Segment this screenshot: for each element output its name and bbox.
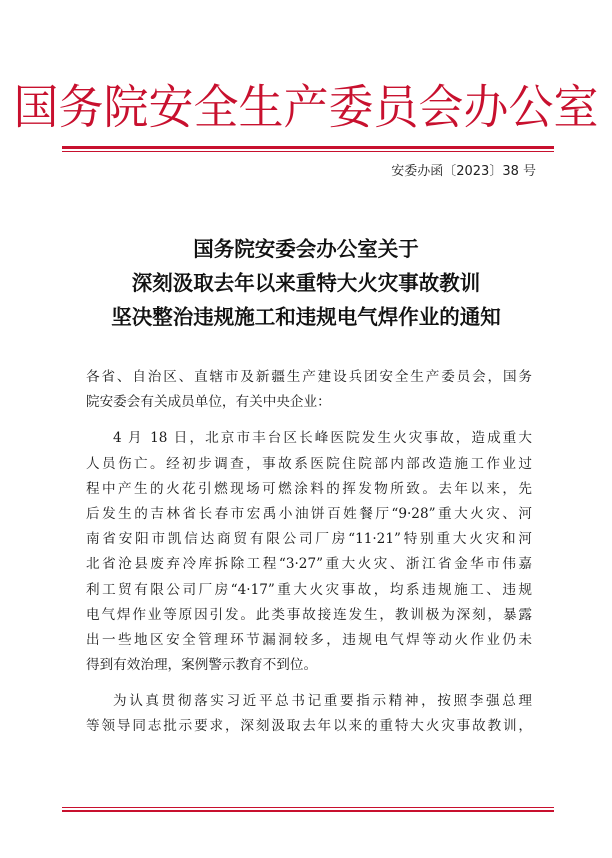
red-divider-bottom-thick bbox=[62, 810, 554, 812]
paragraph-line: 北省沧县废弃冷库拆除工程“3·27”重大火灾、浙江省金华市伟嘉 bbox=[86, 556, 532, 573]
red-divider-top-thin bbox=[62, 151, 554, 152]
title-line: 国务院安委会办公室关于 bbox=[193, 237, 419, 261]
paragraph-line: 出一些地区安全管理环节漏洞较多，违规电气焊等动火作业仍未 bbox=[86, 631, 532, 648]
paragraph-line: 等领导同志批示要求，深刻汲取去年以来的重特大火灾事故教训， bbox=[86, 718, 532, 735]
paragraph-line: 南省安阳市凯信达商贸有限公司厂房“11·21”特别重大火灾和河 bbox=[86, 531, 532, 548]
document-body bbox=[86, 365, 532, 740]
document-title bbox=[0, 232, 612, 334]
salutation-line: 院安委会有关成员单位，有关中央企业： bbox=[86, 394, 331, 411]
paragraph-line: 程中产生的火花引燃现场可燃涂料的挥发物所致。去年以来，先 bbox=[86, 480, 532, 497]
red-divider-bottom bbox=[62, 807, 554, 812]
document-number: 安委办函〔2023〕38 号 bbox=[391, 164, 536, 179]
red-divider-top bbox=[62, 146, 554, 152]
paragraph-line: 后发生的吉林省长春市宏禹小油饼百姓餐厅“9·28”重大火灾、河 bbox=[86, 505, 532, 522]
paragraph-line: 得到有效治理，案例警示教育不到位。 bbox=[86, 657, 318, 674]
red-divider-top-thick bbox=[62, 146, 554, 149]
paragraph-line: 4 月 18 日，北京市丰台区长峰医院发生火灾事故，造成重大 bbox=[113, 430, 532, 447]
title-line: 深刻汲取去年以来重特大火灾事故教训 bbox=[131, 271, 481, 295]
paragraph-line: 为认真贯彻落实习近平总书记重要指示精神，按照李强总理 bbox=[113, 693, 532, 710]
paragraph-line: 人员伤亡。经初步调查，事故系医院住院部内部改造施工作业过 bbox=[86, 455, 532, 472]
title-line: 坚决整治违规施工和违规电气焊作业的通知 bbox=[111, 305, 501, 329]
salutation-line: 各省、自治区、直辖市及新疆生产建设兵团安全生产委员会，国务 bbox=[86, 369, 532, 385]
issuing-organization-header: 国务院安全生产委员会办公室 bbox=[13, 79, 599, 136]
paragraph-line: 电气焊作业等原因引发。此类事故接连发生，教训极为深刻，暴露 bbox=[86, 606, 532, 623]
red-divider-bottom-thin bbox=[62, 807, 554, 808]
paragraph-line: 利工贸有限公司厂房“4·17”重大火灾事故，均系违规施工、违规 bbox=[86, 581, 532, 598]
